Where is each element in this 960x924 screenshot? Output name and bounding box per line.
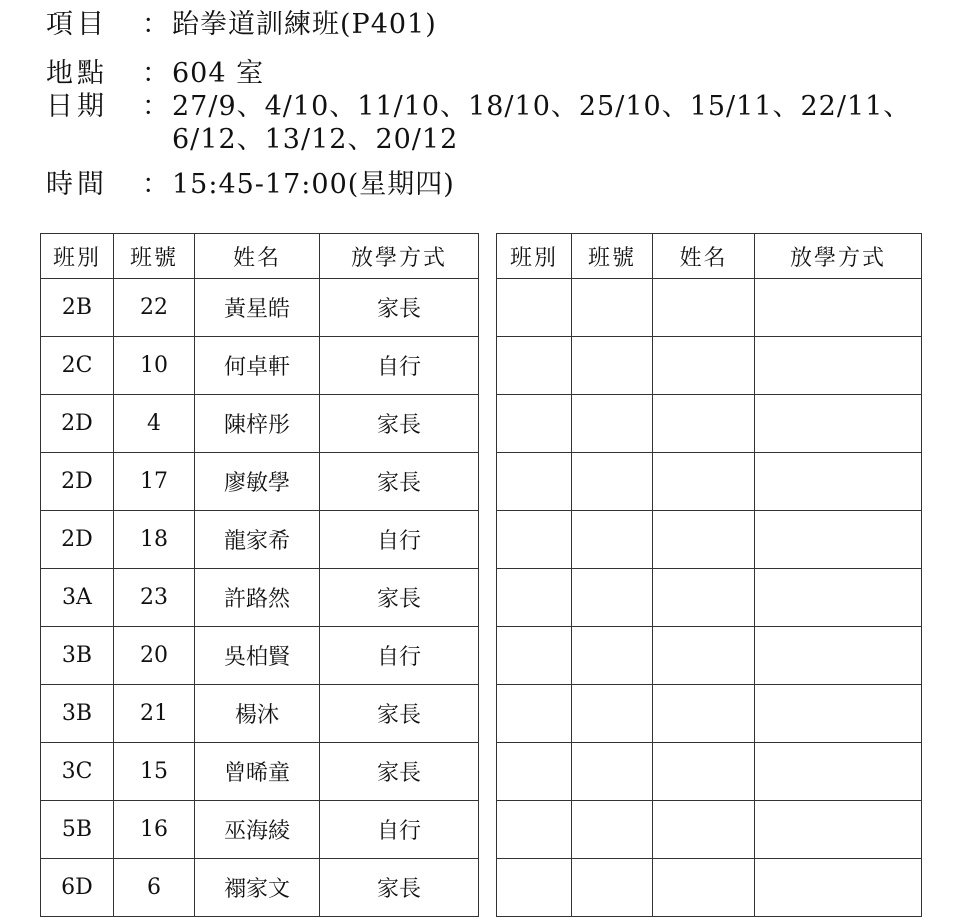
column-header-name: 姓名 — [653, 234, 755, 279]
dates-value-line1: 27/9、4/10、11/10、18/10、25/10、15/11、22/11、 — [172, 91, 912, 122]
empty-cell — [572, 511, 653, 569]
cell-number: 16 — [114, 801, 195, 859]
empty-cell — [572, 395, 653, 453]
dates-label: 日期 — [46, 91, 108, 122]
empty-table-row — [497, 569, 922, 627]
empty-cell — [653, 685, 755, 743]
empty-table-row — [497, 337, 922, 395]
empty-cell — [755, 511, 922, 569]
table-row — [41, 859, 479, 917]
table-header-row — [497, 234, 922, 279]
empty-cell — [572, 453, 653, 511]
cell-name: 楊沐 — [195, 685, 320, 743]
cell-number: 15 — [114, 743, 195, 801]
empty-cell — [497, 743, 572, 801]
cell-class: 3C — [41, 743, 114, 801]
cell-name: 黃星皓 — [195, 279, 320, 337]
dates-value — [172, 90, 952, 156]
empty-cell — [497, 569, 572, 627]
cell-name: 龍家希 — [195, 511, 320, 569]
cell-name: 廖敏學 — [195, 453, 320, 511]
empty-cell — [497, 685, 572, 743]
column-header-number: 班號 — [572, 234, 653, 279]
dates-colon: ： — [142, 91, 170, 122]
table-header-row — [41, 234, 479, 279]
empty-cell — [653, 743, 755, 801]
empty-cell — [755, 743, 922, 801]
cell-name: 曾晞童 — [195, 743, 320, 801]
venue-colon: ： — [142, 58, 170, 89]
empty-cell — [653, 801, 755, 859]
cell-dismissal: 家長 — [320, 569, 479, 627]
cell-class: 6D — [41, 859, 114, 917]
empty-cell — [755, 453, 922, 511]
cell-number: 21 — [114, 685, 195, 743]
table-row — [41, 279, 479, 337]
empty-cell — [572, 859, 653, 917]
table-row — [41, 337, 479, 395]
empty-cell — [497, 279, 572, 337]
column-header-dismissal: 放學方式 — [755, 234, 922, 279]
time-label: 時間 — [46, 169, 108, 200]
empty-cell — [653, 279, 755, 337]
cell-name: 陳梓彤 — [195, 395, 320, 453]
empty-cell — [755, 801, 922, 859]
cell-number: 6 — [114, 859, 195, 917]
empty-table-row — [497, 859, 922, 917]
empty-cell — [653, 569, 755, 627]
empty-cell — [653, 511, 755, 569]
table-row — [41, 511, 479, 569]
cell-dismissal: 自行 — [320, 511, 479, 569]
roster-table-left — [40, 233, 479, 917]
empty-cell — [653, 395, 755, 453]
time-colon: ： — [142, 169, 170, 200]
empty-cell — [572, 801, 653, 859]
cell-class: 2B — [41, 279, 114, 337]
cell-class: 2C — [41, 337, 114, 395]
cell-class: 2D — [41, 511, 114, 569]
empty-table-row — [497, 685, 922, 743]
table-row — [41, 743, 479, 801]
empty-table-row — [497, 743, 922, 801]
project-colon: ： — [142, 9, 170, 40]
cell-class: 2D — [41, 453, 114, 511]
empty-cell — [572, 279, 653, 337]
empty-cell — [755, 627, 922, 685]
cell-number: 17 — [114, 453, 195, 511]
empty-cell — [497, 337, 572, 395]
column-header-name: 姓名 — [195, 234, 320, 279]
venue-line — [46, 57, 264, 90]
cell-dismissal: 自行 — [320, 627, 479, 685]
dates-value-line2: 6/12、13/12、20/12 — [172, 124, 459, 155]
cell-number: 4 — [114, 395, 195, 453]
cell-dismissal: 家長 — [320, 395, 479, 453]
empty-cell — [572, 743, 653, 801]
empty-cell — [653, 337, 755, 395]
project-line — [46, 8, 437, 41]
cell-class: 2D — [41, 395, 114, 453]
cell-name: 何卓軒 — [195, 337, 320, 395]
empty-cell — [497, 627, 572, 685]
venue-label: 地點 — [46, 58, 108, 89]
cell-number: 18 — [114, 511, 195, 569]
empty-cell — [497, 511, 572, 569]
cell-dismissal: 家長 — [320, 685, 479, 743]
cell-name: 禤家文 — [195, 859, 320, 917]
cell-class: 3B — [41, 627, 114, 685]
cell-name: 巫海綾 — [195, 801, 320, 859]
cell-class: 3B — [41, 685, 114, 743]
empty-cell — [755, 279, 922, 337]
cell-name: 吳柏賢 — [195, 627, 320, 685]
empty-cell — [572, 337, 653, 395]
cell-dismissal: 家長 — [320, 859, 479, 917]
cell-dismissal: 家長 — [320, 279, 479, 337]
empty-cell — [653, 859, 755, 917]
cell-dismissal: 自行 — [320, 801, 479, 859]
table-row — [41, 395, 479, 453]
cell-class: 5B — [41, 801, 114, 859]
empty-table-row — [497, 801, 922, 859]
dates-line — [46, 90, 952, 156]
column-header-class: 班別 — [497, 234, 572, 279]
cell-number: 22 — [114, 279, 195, 337]
empty-cell — [755, 859, 922, 917]
table-row — [41, 627, 479, 685]
cell-dismissal: 家長 — [320, 743, 479, 801]
time-line — [46, 168, 455, 201]
empty-cell — [572, 627, 653, 685]
empty-cell — [755, 569, 922, 627]
venue-value: 604 室 — [172, 58, 265, 89]
cell-class: 3A — [41, 569, 114, 627]
empty-table-row — [497, 279, 922, 337]
cell-dismissal: 家長 — [320, 453, 479, 511]
empty-cell — [497, 801, 572, 859]
empty-cell — [755, 337, 922, 395]
empty-cell — [497, 453, 572, 511]
project-value: 跆拳道訓練班(P401) — [172, 9, 437, 40]
roster-table-right — [496, 233, 922, 917]
cell-dismissal: 自行 — [320, 337, 479, 395]
empty-cell — [497, 859, 572, 917]
empty-table-row — [497, 627, 922, 685]
empty-cell — [572, 685, 653, 743]
empty-cell — [755, 395, 922, 453]
empty-table-row — [497, 395, 922, 453]
column-header-dismissal: 放學方式 — [320, 234, 479, 279]
empty-table-row — [497, 453, 922, 511]
table-row — [41, 453, 479, 511]
table-row — [41, 801, 479, 859]
table-row — [41, 569, 479, 627]
cell-name: 許路然 — [195, 569, 320, 627]
empty-cell — [653, 627, 755, 685]
table-row — [41, 685, 479, 743]
empty-cell — [572, 569, 653, 627]
empty-cell — [653, 453, 755, 511]
cell-number: 23 — [114, 569, 195, 627]
column-header-class: 班別 — [41, 234, 114, 279]
project-label: 項目 — [46, 9, 108, 40]
empty-cell — [755, 685, 922, 743]
cell-number: 10 — [114, 337, 195, 395]
empty-cell — [497, 395, 572, 453]
time-value: 15:45-17:00(星期四) — [172, 169, 455, 200]
cell-number: 20 — [114, 627, 195, 685]
empty-table-row — [497, 511, 922, 569]
column-header-number: 班號 — [114, 234, 195, 279]
